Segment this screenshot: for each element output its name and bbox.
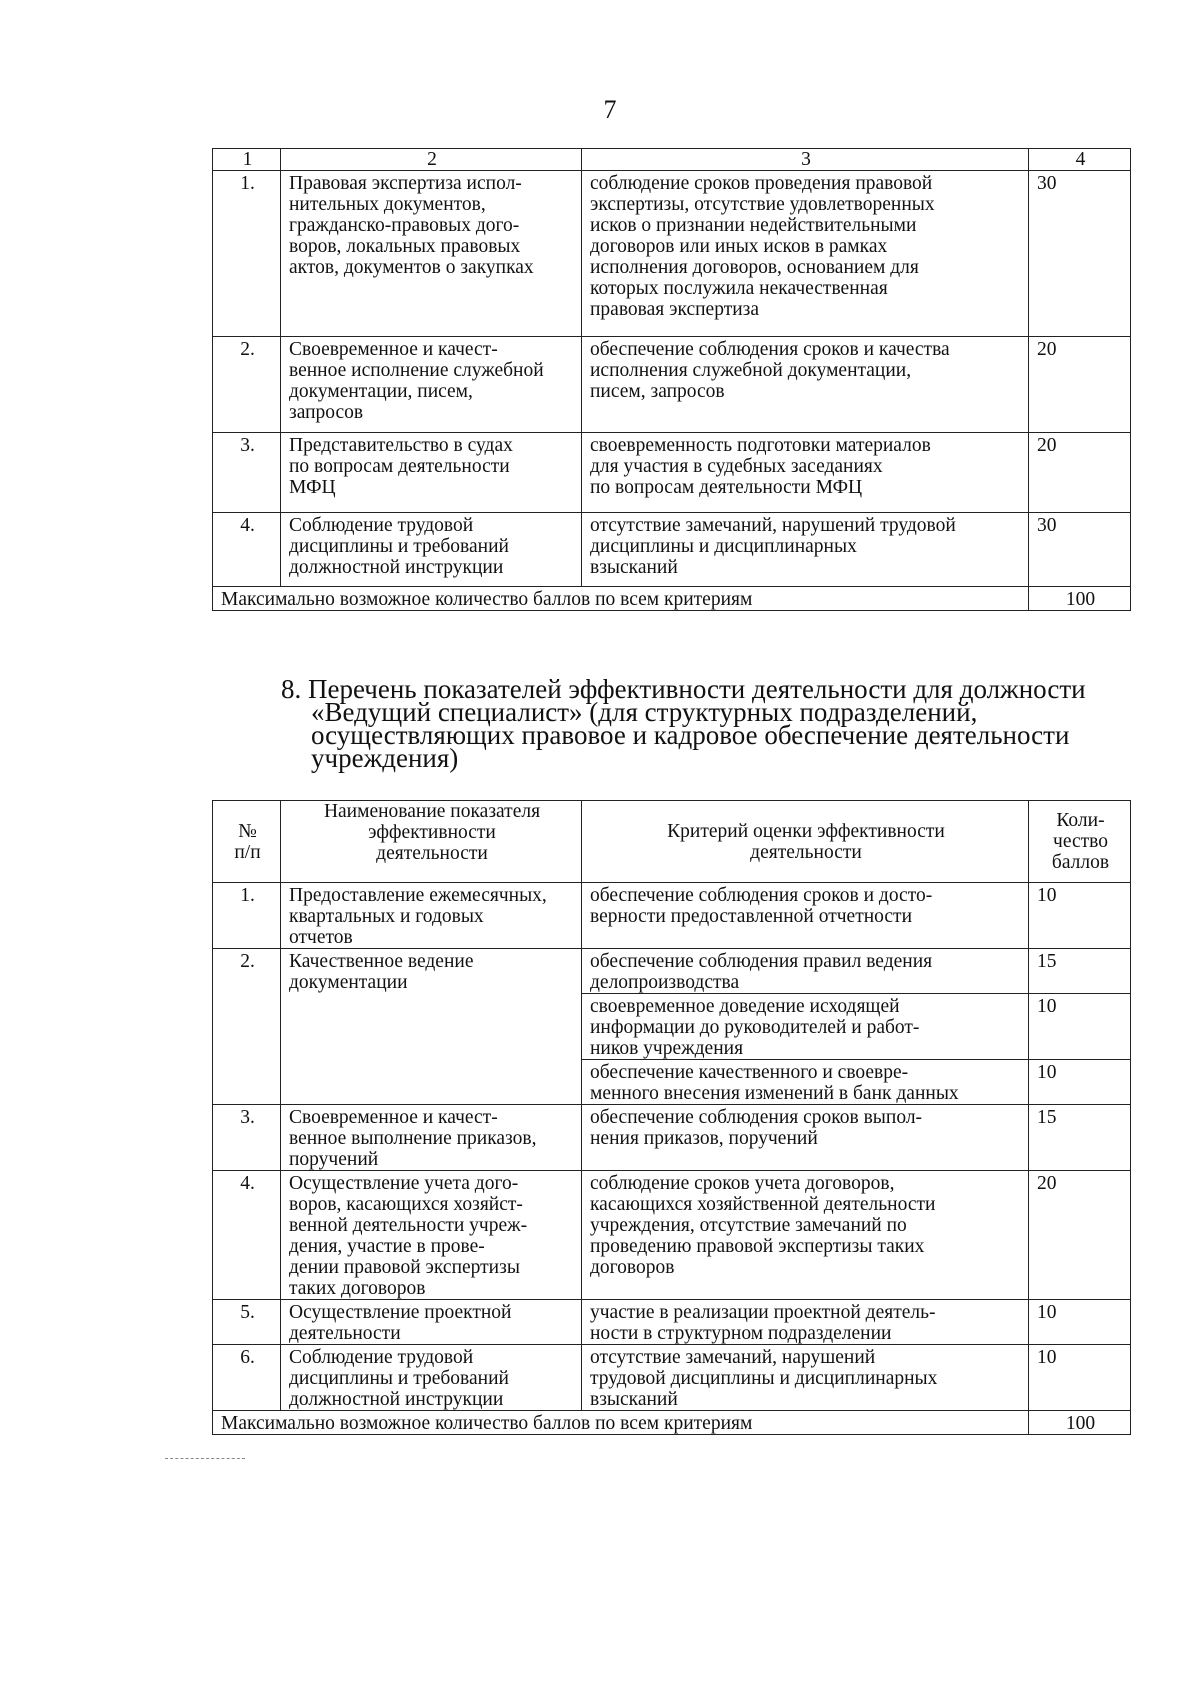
indicator-name: Правовая экспертиза испол- нительных документов, гражданско-правовых дого- воров, локальных правовых актов, документов о закупках <box>281 171 582 337</box>
header-points: Коли- чество баллов <box>1029 801 1131 883</box>
column-number-row <box>213 149 1131 171</box>
margin-dash-mark <box>165 1458 245 1459</box>
points-value: 30 <box>1029 171 1131 337</box>
criterion-text: соблюдение сроков проведения правовой экспертизы, отсутствие удовлетворенных исков о признании недействительными договоров или иных исков в рамках исполнения договоров, основанием для которых послужила некачественная правовая экспертиза <box>582 171 1029 337</box>
indicator-name: Представительство в судах по вопросам деятельности МФЦ <box>281 433 582 513</box>
row-number: 1. <box>213 883 281 949</box>
table-row <box>213 433 1131 513</box>
row-number: 1. <box>213 171 281 337</box>
table-row <box>213 949 1131 994</box>
row-number: 3. <box>213 1105 281 1171</box>
criteria-table-continued <box>212 148 1131 611</box>
table-row <box>213 171 1131 337</box>
indicator-name: Осуществление проектной деятельности <box>281 1300 582 1345</box>
points-value: 10 <box>1029 1060 1131 1105</box>
criterion-text: своевременное доведение исходящей информации до руководителей и работ- ников учреждения <box>582 994 1029 1060</box>
row-number: 4. <box>213 1171 281 1300</box>
table-row <box>213 1345 1131 1411</box>
table-row <box>213 337 1131 433</box>
indicator-name: Соблюдение трудовой дисциплины и требований должностной инструкции <box>281 513 582 587</box>
points-value: 10 <box>1029 1300 1131 1345</box>
table-row <box>213 513 1131 587</box>
criteria-table-section-8 <box>212 800 1131 1435</box>
indicator-name: Соблюдение трудовой дисциплины и требований должностной инструкции <box>281 1345 582 1411</box>
indicator-name: Своевременное и качест- венное исполнение служебной документации, писем, запросов <box>281 337 582 433</box>
indicator-name: Качественное ведение документации <box>281 949 582 1105</box>
header-criterion: Критерий оценки эффективности деятельности <box>582 801 1029 883</box>
page-number: 7 <box>603 95 617 124</box>
column-number-2: 2 <box>281 149 582 171</box>
row-number: 5. <box>213 1300 281 1345</box>
points-value: 10 <box>1029 994 1131 1060</box>
criterion-text: соблюдение сроков учета договоров, касающихся хозяйственной деятельности учреждения, отсутствие замечаний по проведению правовой экспертизы таких договоров <box>582 1171 1029 1300</box>
indicator-name: Предоставление ежемесячных, квартальных и годовых отчетов <box>281 883 582 949</box>
criterion-text: своевременность подготовки материалов для участия в судебных заседаниях по вопросам деятельности МФЦ <box>582 433 1029 513</box>
table-row <box>213 1171 1131 1300</box>
points-value: 20 <box>1029 433 1131 513</box>
total-value: 100 <box>1029 1411 1131 1435</box>
criterion-text: обеспечение качественного и своевре- менного внесения изменений в банк данных <box>582 1060 1029 1105</box>
total-label: Максимально возможное количество баллов по всем критериям <box>213 587 1029 611</box>
criterion-text: отсутствие замечаний, нарушений трудовой дисциплины и дисциплинарных взысканий <box>582 513 1029 587</box>
column-number-3: 3 <box>582 149 1029 171</box>
table-row <box>213 883 1131 949</box>
points-value: 30 <box>1029 513 1131 587</box>
row-number: 3. <box>213 433 281 513</box>
table-row <box>213 1300 1131 1345</box>
row-number: 2. <box>213 337 281 433</box>
points-value: 20 <box>1029 1171 1131 1300</box>
criterion-text: обеспечение соблюдения правил ведения делопроизводства <box>582 949 1029 994</box>
criterion-text: обеспечение соблюдения сроков и досто- верности предоставленной отчетности <box>582 883 1029 949</box>
header-number: № п/п <box>213 801 281 883</box>
section-8-title-line1: 8. Перечень показателей эффективности деятельности для должности <box>281 674 1086 704</box>
criterion-text: обеспечение соблюдения сроков выпол- нения приказов, поручений <box>582 1105 1029 1171</box>
points-value: 20 <box>1029 337 1131 433</box>
section-8-title-rest: «Ведущий специалист» (для структурных подразделений, осуществляющих правовое и кадровое обеспечение деятельности учреждения) <box>311 697 1070 773</box>
column-number-4: 4 <box>1029 149 1131 171</box>
criterion-text: обеспечение соблюдения сроков и качества исполнения служебной документации, писем, запросов <box>582 337 1029 433</box>
total-label: Максимально возможное количество баллов по всем критериям <box>213 1411 1029 1435</box>
row-number: 6. <box>213 1345 281 1411</box>
points-value: 10 <box>1029 1345 1131 1411</box>
table-header-row <box>213 801 1131 883</box>
indicator-name: Своевременное и качест- венное выполнение приказов, поручений <box>281 1105 582 1171</box>
points-value: 10 <box>1029 883 1131 949</box>
header-indicator-name: Наименование показателя эффективности деятельности <box>281 801 582 883</box>
criterion-text: отсутствие замечаний, нарушений трудовой дисциплины и дисциплинарных взысканий <box>582 1345 1029 1411</box>
total-row <box>213 587 1131 611</box>
indicator-name: Осуществление учета дого- воров, касающихся хозяйст- венной деятельности учреж- дения, участие в прове- дении правовой экспертизы таких договоров <box>281 1171 582 1300</box>
total-row <box>213 1411 1131 1435</box>
total-value: 100 <box>1029 587 1131 611</box>
row-number: 4. <box>213 513 281 587</box>
table-row <box>213 1105 1131 1171</box>
column-number-1: 1 <box>213 149 281 171</box>
criterion-text: участие в реализации проектной деятель- ности в структурном подразделении <box>582 1300 1029 1345</box>
row-number: 2. <box>213 949 281 1105</box>
section-8-title <box>281 674 1141 773</box>
points-value: 15 <box>1029 1105 1131 1171</box>
points-value: 15 <box>1029 949 1131 994</box>
